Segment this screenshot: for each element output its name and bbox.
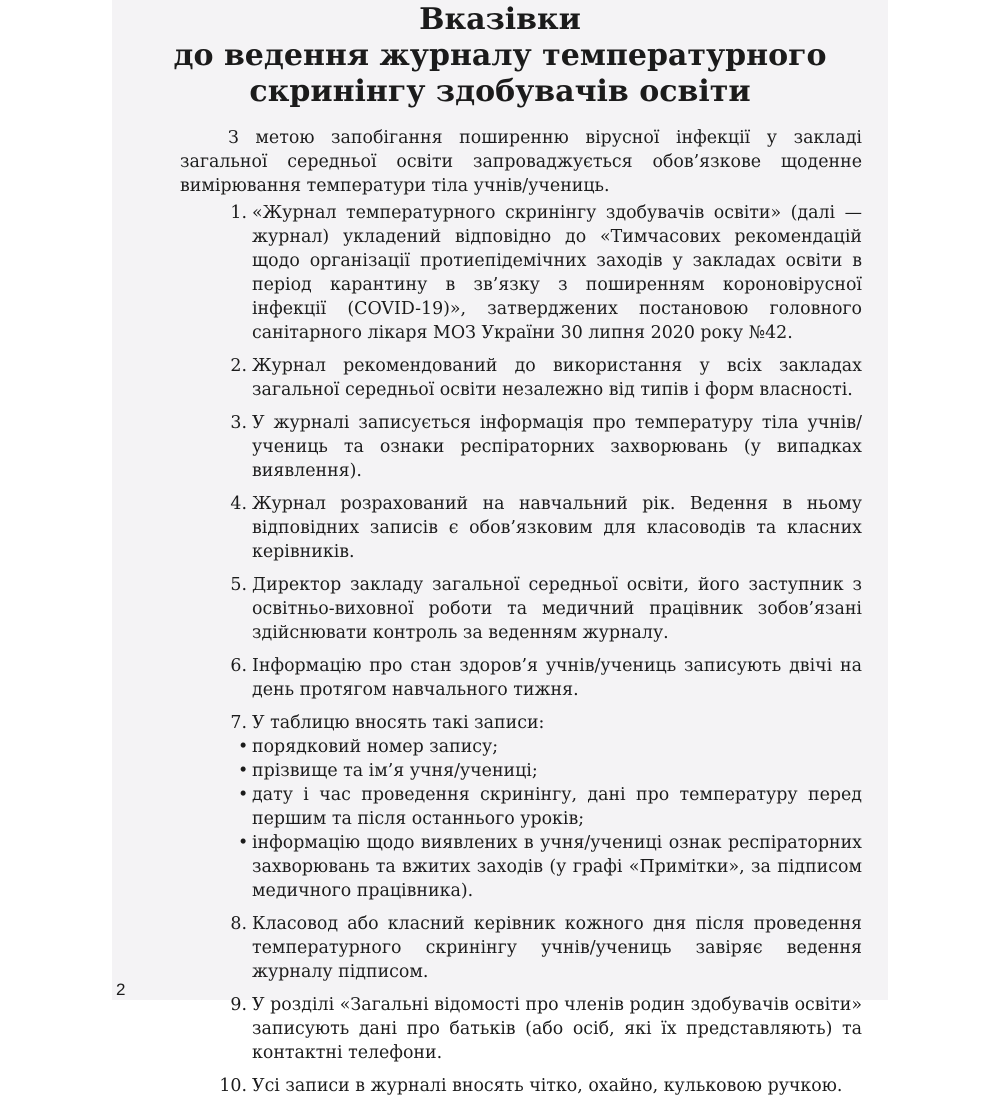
item-text: Інформацію про стан здоров’я учнів/учениць записують двічі на день протягом навчального тижня. xyxy=(252,656,862,700)
item-text: Журнал рекомендований до використання у всіх закладах загальної середньої освіти незалежно від типів і форм власності. xyxy=(252,356,862,400)
item-number: 3. xyxy=(230,413,247,433)
instructions-body xyxy=(180,126,862,1107)
item-text: «Журнал температурного скринінгу здобувачів освіти» (далі — журнал) укладений відповідно до «Тимчасових рекомендацій щодо організації протиепідемічних заходів у закладах освіти в період карантину в зв’язку з поширенням короновірусної інфекції (COVID-19)», затверджених постановою головного санітарного лікаря МОЗ України 30 липня 2020 року №42. xyxy=(252,203,862,343)
item-text: Усі записи в журналі вносять чітко, охайно, кульковою ручкою. xyxy=(252,1076,843,1096)
item-number: 7. xyxy=(230,713,247,733)
instruction-item-8 xyxy=(180,912,862,984)
bullet-text: дату і час проведення скринінгу, дані про температуру перед першим та після останнього уроків; xyxy=(252,785,862,829)
instruction-item-5 xyxy=(180,573,862,645)
instruction-item-3 xyxy=(180,411,862,483)
list-item xyxy=(238,735,862,759)
item-number: 9. xyxy=(230,995,247,1015)
instruction-item-9 xyxy=(180,993,862,1065)
item-text: У журналі записується інформація про температуру тіла учнів/учениць та ознаки респіраторних захворювань (у випадках виявлення). xyxy=(252,413,862,481)
item-text: У розділі «Загальні відомості про членів родин здобувачів освіти» записують дані про батьків (або осіб, які їх представляють) та контактні телефони. xyxy=(252,995,862,1063)
list-item xyxy=(238,759,862,783)
item-number: 10. xyxy=(219,1076,247,1096)
instruction-item-1 xyxy=(180,201,862,345)
item-text: Журнал розрахований на навчальний рік. Ведення в ньому відповідних записів є обов’язковим для класоводів та класних керівників. xyxy=(252,494,862,562)
item-text: Директор закладу загальної середньої освіти, його заступник з освітньо-виховної роботи та медичний працівник зобов’язані здійснювати контроль за веденням журналу. xyxy=(252,575,862,643)
bullet-text: інформацію щодо виявлених в учня/учениці ознак респіраторних захворювань та вжитих заходів (у графі «Примітки», за підписом медичного працівника). xyxy=(252,833,862,901)
title-line-3: скринінгу здобувачів освіти xyxy=(249,74,751,109)
item-text: У таблицю вносять такі записи: xyxy=(252,713,545,733)
instruction-item-4 xyxy=(180,492,862,564)
item-text: Класовод або класний керівник кожного дня після проведення температурного скринінгу учнів/учениць завіряє ведення журналу підписом. xyxy=(252,914,862,982)
bullet-text: порядковий номер запису; xyxy=(252,737,499,757)
instruction-item-6 xyxy=(180,654,862,702)
title-line-1: Вказівки xyxy=(419,2,581,37)
list-item xyxy=(238,831,862,903)
item-number: 1. xyxy=(230,203,247,223)
bullet-icon: • xyxy=(238,761,249,781)
item-number: 5. xyxy=(230,575,247,595)
bullet-icon: • xyxy=(238,833,249,853)
bullet-icon: • xyxy=(238,737,249,757)
page-number: 2 xyxy=(116,980,126,999)
instruction-item-10 xyxy=(180,1074,862,1098)
list-item xyxy=(238,783,862,831)
page-title xyxy=(112,2,888,110)
bullet-text: прізвище та ім’я учня/учениці; xyxy=(252,761,538,781)
record-fields-list xyxy=(238,735,862,903)
item-number: 2. xyxy=(230,356,247,376)
title-line-2: до ведення журналу температурного xyxy=(173,38,827,73)
intro-paragraph: З метою запобігання поширенню вірусної інфекції у закладі загальної середньої освіти запроваджується обов’язкове щоденне вимірювання температури тіла учнів/учениць. xyxy=(180,128,862,196)
item-number: 6. xyxy=(230,656,247,676)
bullet-icon: • xyxy=(238,785,249,805)
item-number: 8. xyxy=(230,914,247,934)
instruction-item-7 xyxy=(180,711,862,903)
instruction-item-2 xyxy=(180,354,862,402)
document-page xyxy=(112,0,888,1096)
item-number: 4. xyxy=(230,494,247,514)
